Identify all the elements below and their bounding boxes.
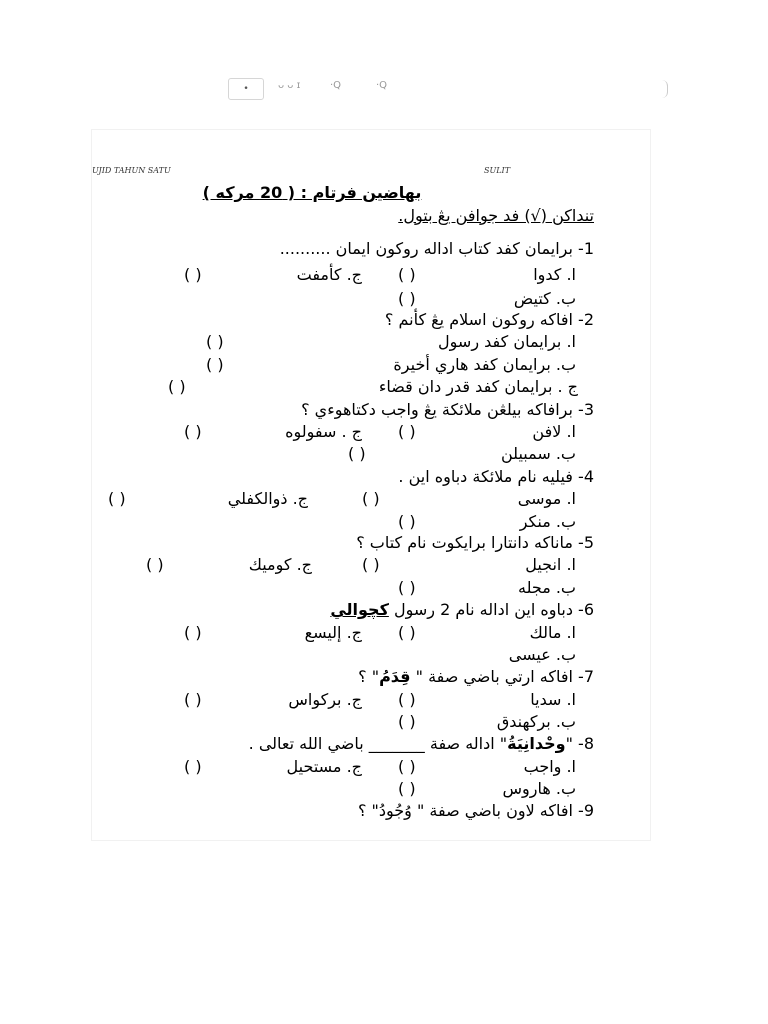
answer-box[interactable]: ( ) [398, 623, 416, 642]
option-c: ج. ذوالكفلي [227, 489, 308, 508]
option-a: ا. برايمان كفد رسول [438, 332, 576, 351]
option-c: ج . سفولوه [285, 422, 362, 441]
toolbar-glyph: ᴗ ᴗ ɪ [278, 80, 301, 91]
answer-box[interactable]: ( ) [348, 444, 366, 463]
option-b: ب. برايمان كفد هاري أخيرة [393, 355, 576, 374]
option-c: ج. كأمفت [296, 265, 362, 284]
toolbar-edge [661, 80, 668, 98]
answer-box[interactable]: ( ) [184, 265, 202, 284]
answer-box[interactable]: ( ) [398, 422, 416, 441]
header-right: SULIT [484, 166, 511, 175]
question-7: 7- افاكه ارتي باضي صفة " قِدَمُ" ؟ [358, 667, 594, 686]
answer-box[interactable]: ( ) [398, 690, 416, 709]
answer-box[interactable]: ( ) [206, 355, 224, 374]
document-toolbar-fragment [228, 76, 668, 102]
option-c: ج. مستحيل [286, 757, 362, 776]
section-title: بهاضين فرتام : ( 20 مركه ) [202, 183, 422, 202]
keyword-emphasis: كچوالي [330, 600, 389, 619]
question-3: 3- برافاكه بيلڠن ملائكة يڠ واجب دكتاهوءي ؟ [301, 400, 594, 419]
toolbar-glyph: ·Q [330, 80, 342, 91]
option-b: ب. بركهندق [496, 712, 576, 731]
answer-box[interactable]: ( ) [206, 332, 224, 351]
answer-box[interactable]: ( ) [168, 377, 186, 396]
option-b: ب. كتيض [513, 289, 576, 308]
option-b: ب. هاروس [502, 779, 576, 798]
answer-box[interactable]: ( ) [398, 712, 416, 731]
option-a: ا. موسى [517, 489, 576, 508]
option-c: ج . برايمان كفد قدر دان قضاء [378, 377, 578, 396]
option-a: ا. مالك [529, 623, 576, 642]
question-9: 9- افاكه لاون باضي صفة " وُجُودُ" ؟ [357, 801, 594, 820]
option-a: ا. لافن [532, 422, 576, 441]
option-a: ا. انجيل [525, 555, 576, 574]
instruction-text: تنداكن (√) فد جوافن يڠ بتول. [398, 206, 594, 225]
worksheet-page [92, 130, 650, 840]
option-a: ا. واجب [523, 757, 576, 776]
question-6: 6- دباوه اين اداله نام 2 رسول كچوالي [330, 600, 594, 619]
option-b: ب. مجله [517, 578, 576, 597]
toolbar-glyph: ·Q [376, 80, 388, 91]
option-a: ا. كدوا [533, 265, 576, 284]
keyword-emphasis: وحْدانِيَةُ [507, 734, 566, 753]
answer-box[interactable]: ( ) [398, 578, 416, 597]
option-c: ج. إليسع [304, 623, 362, 642]
answer-box[interactable]: ( ) [398, 757, 416, 776]
option-c: ج. بركواس [288, 690, 362, 709]
question-4: 4- فيليه نام ملائكة دباوه اين . [398, 467, 594, 486]
answer-box[interactable]: ( ) [184, 690, 202, 709]
answer-box[interactable]: ( ) [146, 555, 164, 574]
keyword-emphasis: قِدَمُ [379, 667, 411, 686]
question-5: 5- ماناكه دانتارا برايكوت نام كتاب ؟ [356, 533, 594, 552]
answer-box[interactable]: ( ) [184, 422, 202, 441]
question-1: 1- برايمان كفد كتاب اداله روكون ايمان .......... [279, 239, 594, 258]
answer-box[interactable]: ( ) [108, 489, 126, 508]
option-c: ج. كوميك [248, 555, 312, 574]
option-b: ب. منكر [519, 512, 576, 531]
option-b: ب. سمبيلن [500, 444, 576, 463]
answer-box[interactable]: ( ) [398, 289, 416, 308]
answer-box[interactable]: ( ) [362, 489, 380, 508]
answer-box[interactable]: ( ) [184, 757, 202, 776]
answer-box[interactable]: ( ) [184, 623, 202, 642]
toolbar-box-button[interactable]: • [228, 78, 264, 100]
answer-box[interactable]: ( ) [398, 265, 416, 284]
option-b: ب. عيسى [508, 645, 576, 664]
answer-box[interactable]: ( ) [398, 512, 416, 531]
answer-box[interactable]: ( ) [362, 555, 380, 574]
question-8: 8- "وحْدانِيَةُ" اداله صفة _______ باضي الله تعالى . [248, 734, 594, 753]
answer-box[interactable]: ( ) [398, 779, 416, 798]
question-2: 2- افاكه روكون اسلام يڠ كأنم ؟ [384, 310, 594, 329]
option-a: ا. سديا [530, 690, 576, 709]
header-left: UJID TAHUN SATU [92, 166, 171, 175]
